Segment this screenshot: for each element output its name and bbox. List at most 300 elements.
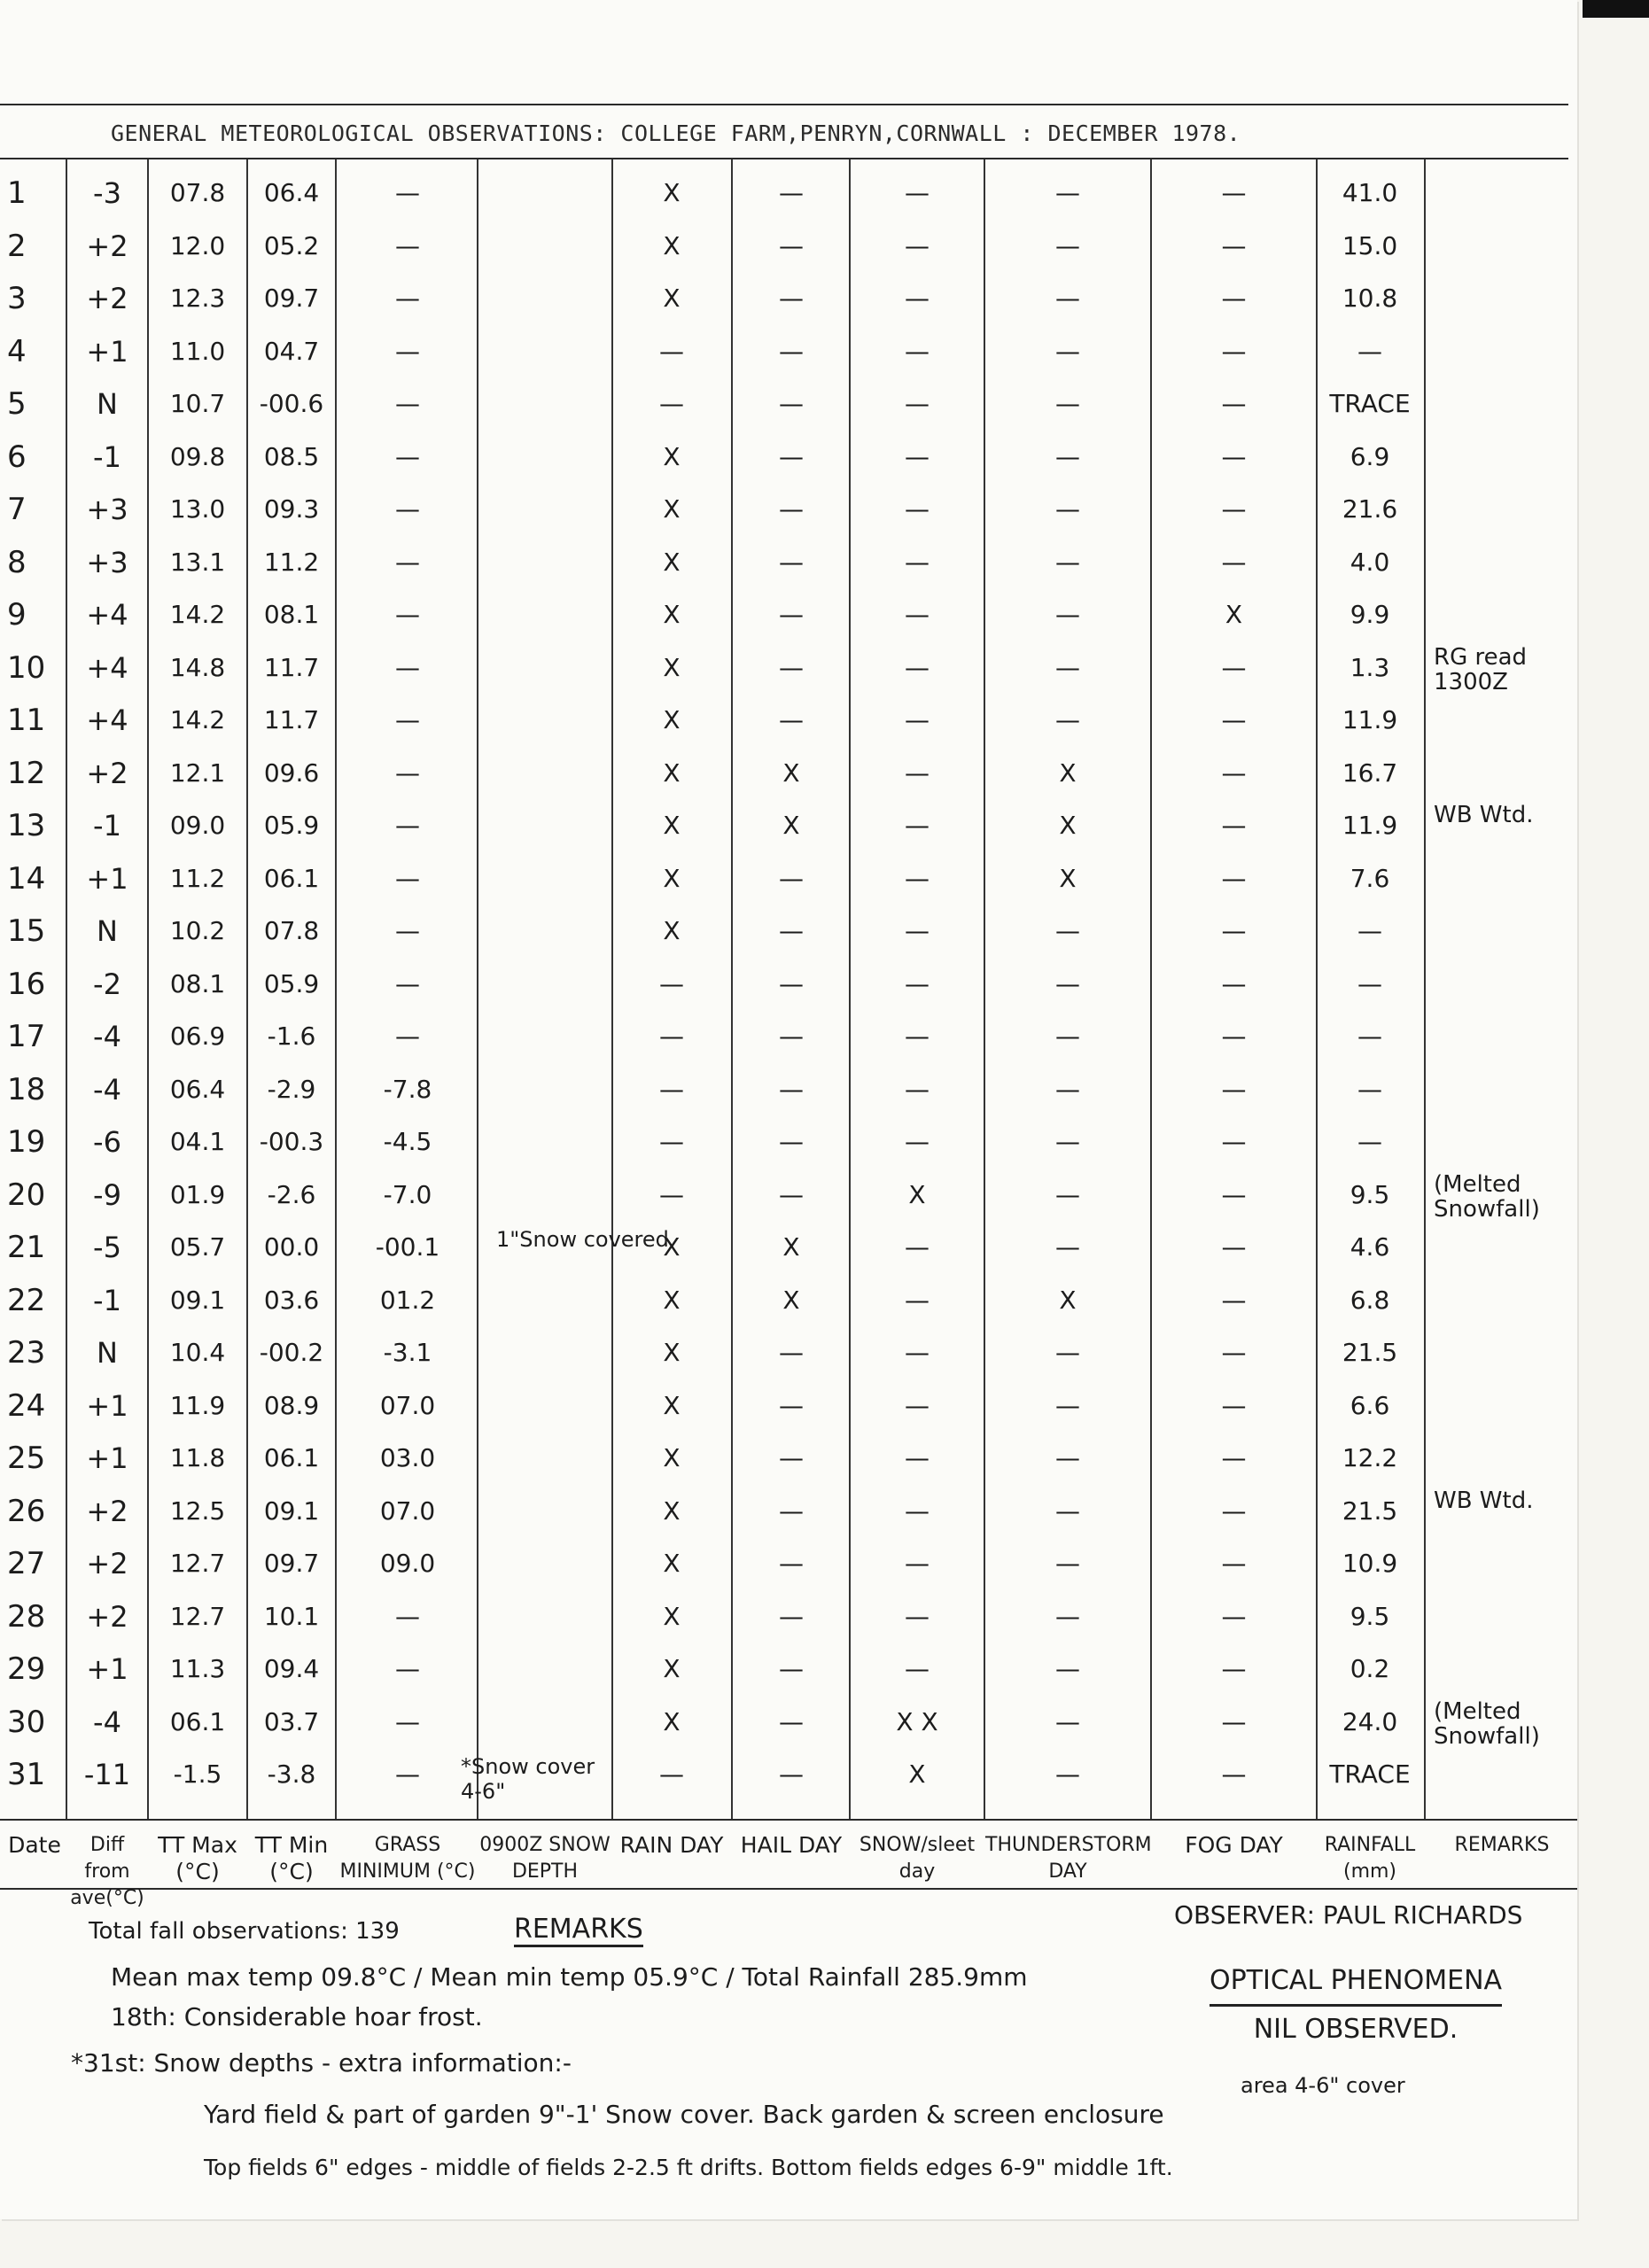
row-hail-day: — <box>779 494 804 524</box>
row-remarks <box>1427 1751 1584 1801</box>
row-rain-day: X <box>663 705 681 734</box>
row-max-temp: -1.5 <box>173 1759 222 1789</box>
row-thunderstorm-day: — <box>1055 178 1080 207</box>
row-sleet-day: — <box>905 600 930 629</box>
row-date: 3 <box>7 281 27 316</box>
row-fog-day: — <box>1221 1443 1247 1472</box>
row-rain-day: X <box>663 1443 681 1472</box>
row-fog-day: — <box>1221 1390 1247 1420</box>
row-grass-minimum: — <box>395 441 420 471</box>
header-fog: FOG DAY <box>1185 1832 1283 1858</box>
snow-depth-note-21: 1"Snow covered <box>496 1227 669 1252</box>
row-max-temp: 14.2 <box>169 705 226 734</box>
row-rainfall: — <box>1357 968 1382 998</box>
row-rain-day: — <box>659 1074 684 1104</box>
row-min-temp: 05.9 <box>263 968 320 998</box>
table-row <box>0 1644 1577 1694</box>
row-rainfall: — <box>1357 1074 1382 1104</box>
row-rain-day: X <box>663 1232 681 1262</box>
row-fog-day: — <box>1221 1127 1247 1156</box>
row-remarks <box>1427 381 1584 431</box>
row-diff-from-average: -1 <box>93 809 121 843</box>
row-hail-day: — <box>779 336 804 366</box>
row-max-temp: 14.8 <box>169 652 226 682</box>
table-row <box>0 749 1577 798</box>
row-thunderstorm-day: — <box>1055 1654 1080 1683</box>
table-row <box>0 1750 1577 1799</box>
row-min-temp: 03.7 <box>263 1706 320 1736</box>
row-min-temp: 08.9 <box>263 1390 320 1420</box>
row-grass-minimum: — <box>395 968 420 998</box>
row-thunderstorm-day: — <box>1055 1759 1080 1789</box>
row-max-temp: 12.5 <box>169 1495 226 1526</box>
row-diff-from-average: +4 <box>86 598 128 632</box>
row-date: 19 <box>7 1124 46 1160</box>
row-hail-day: X <box>782 811 800 840</box>
row-min-temp: 06.4 <box>263 178 320 207</box>
row-max-temp: 09.8 <box>169 441 226 471</box>
row-grass-minimum: — <box>395 178 420 207</box>
row-min-temp: 09.7 <box>263 1549 320 1578</box>
row-hail-day: — <box>779 916 804 945</box>
optical-phenomena <box>1170 1958 1542 2053</box>
row-rainfall: TRACE <box>1329 1759 1411 1789</box>
row-min-temp: -00.2 <box>259 1338 324 1367</box>
row-thunderstorm-day: — <box>1055 1601 1080 1631</box>
row-thunderstorm-day: — <box>1055 1338 1080 1367</box>
row-rainfall: 6.8 <box>1350 1285 1390 1315</box>
row-rain-day: — <box>659 389 684 418</box>
row-min-temp: 11.7 <box>263 652 320 682</box>
row-remarks <box>1427 434 1584 484</box>
row-thunderstorm-day: X <box>1059 863 1077 893</box>
row-rainfall: 9.5 <box>1350 1601 1390 1631</box>
table-row <box>0 485 1577 534</box>
row-remarks <box>1427 856 1584 905</box>
table-row <box>0 1276 1577 1325</box>
row-diff-from-average: +2 <box>86 1494 128 1528</box>
row-fog-day: — <box>1221 811 1247 840</box>
row-thunderstorm-day: — <box>1055 1232 1080 1262</box>
row-rain-day: X <box>663 1601 681 1631</box>
total-observations: Total fall observations: 139 <box>89 1918 400 1945</box>
row-diff-from-average: +1 <box>86 861 128 896</box>
row-sleet-day: X X <box>896 1706 938 1736</box>
row-max-temp: 12.7 <box>169 1549 226 1578</box>
table-row <box>0 1065 1577 1115</box>
table-row <box>0 432 1577 482</box>
row-grass-minimum: — <box>395 1654 420 1683</box>
header-remarks: REMARKS <box>1454 1834 1550 1856</box>
row-remarks <box>1427 276 1584 325</box>
row-sleet-day: — <box>905 863 930 893</box>
row-diff-from-average: +1 <box>86 334 128 369</box>
row-max-temp: 04.1 <box>169 1127 226 1156</box>
row-rainfall: — <box>1357 336 1382 366</box>
row-hail-day: — <box>779 1338 804 1367</box>
row-sleet-day: — <box>905 284 930 313</box>
row-rain-day: X <box>663 1706 681 1736</box>
table-row <box>0 1487 1577 1536</box>
row-date: 10 <box>7 649 46 686</box>
row-rainfall: 21.5 <box>1342 1495 1398 1526</box>
row-hail-day: — <box>779 1654 804 1683</box>
row-rain-day: — <box>659 968 684 998</box>
row-diff-from-average: -4 <box>93 1705 121 1739</box>
row-rainfall: 10.8 <box>1342 284 1398 313</box>
row-thunderstorm-day: — <box>1055 1549 1080 1578</box>
row-date: 1 <box>7 175 27 211</box>
table-row <box>0 1012 1577 1061</box>
row-thunderstorm-day: X <box>1059 811 1077 840</box>
row-sleet-day: — <box>905 230 930 260</box>
row-thunderstorm-day: — <box>1055 1706 1080 1736</box>
row-min-temp: 09.4 <box>263 1654 320 1683</box>
table-row <box>0 906 1577 956</box>
row-hail-day: — <box>779 1495 804 1526</box>
row-rain-day: X <box>663 1654 681 1683</box>
row-min-temp: 09.3 <box>263 494 320 524</box>
header-max: TT Max (°C) <box>158 1832 237 1884</box>
row-sleet-day: — <box>905 178 930 207</box>
row-sleet-day: — <box>905 1390 930 1420</box>
row-rain-day: — <box>659 1021 684 1051</box>
row-rain-day: X <box>663 1285 681 1315</box>
row-diff-from-average: +1 <box>86 1652 128 1686</box>
row-rainfall: 15.0 <box>1342 230 1398 260</box>
row-grass-minimum: — <box>395 1706 420 1736</box>
row-rainfall: 24.0 <box>1342 1706 1398 1736</box>
row-sleet-day: — <box>905 1338 930 1367</box>
row-date: 5 <box>7 386 27 422</box>
row-fog-day: — <box>1221 1495 1247 1526</box>
row-grass-minimum: -00.1 <box>375 1232 440 1262</box>
row-diff-from-average: -9 <box>93 1177 121 1212</box>
row-min-temp: 04.7 <box>263 336 320 366</box>
row-fog-day: — <box>1221 705 1247 734</box>
row-hail-day: — <box>779 1179 804 1209</box>
row-max-temp: 14.2 <box>169 600 226 629</box>
row-thunderstorm-day: — <box>1055 389 1080 418</box>
row-hail-day: — <box>779 1074 804 1104</box>
row-rain-day: X <box>663 811 681 840</box>
row-rain-day: X <box>663 1390 681 1420</box>
row-min-temp: 11.7 <box>263 705 320 734</box>
row-rain-day: X <box>663 178 681 207</box>
row-fog-day: — <box>1221 494 1247 524</box>
row-date: 16 <box>7 966 46 1002</box>
row-remarks <box>1427 1278 1584 1327</box>
row-date: 31 <box>7 1757 46 1792</box>
optical-value: NIL OBSERVED. <box>1253 2014 1458 2045</box>
row-grass-minimum: 03.0 <box>379 1443 436 1472</box>
row-hail-day: — <box>779 230 804 260</box>
row-fog-day: — <box>1221 336 1247 366</box>
title-bottom-rule <box>0 158 1568 159</box>
optical-heading: OPTICAL PHENOMENA <box>1210 1958 1502 2007</box>
row-rain-day: X <box>663 1495 681 1526</box>
row-rain-day: X <box>663 757 681 788</box>
row-thunderstorm-day: — <box>1055 600 1080 629</box>
row-rain-day: X <box>663 600 681 629</box>
header-date: Date <box>8 1832 61 1858</box>
row-fog-day: — <box>1221 863 1247 893</box>
header-sleet: SNOW/sleet day <box>859 1834 976 1883</box>
row-fog-day: X <box>1225 600 1243 629</box>
row-remarks <box>1427 1383 1584 1433</box>
row-fog-day: — <box>1221 1074 1247 1104</box>
row-date: 2 <box>7 228 27 264</box>
row-rainfall: 21.5 <box>1342 1338 1398 1367</box>
row-hail-day: — <box>779 1759 804 1789</box>
row-min-temp: -2.9 <box>267 1074 316 1104</box>
note-31st-fields: Top fields 6" edges - middle of fields 2-2.5 ft drifts. Bottom fields edges 6-9" middle 1ft. <box>204 2155 1173 2180</box>
row-hail-day: — <box>779 600 804 629</box>
table-row <box>0 1697 1577 1750</box>
table-row <box>0 1592 1577 1642</box>
row-grass-minimum: — <box>395 1021 420 1051</box>
header-hail: HAIL DAY <box>740 1832 843 1858</box>
row-fog-day: — <box>1221 1549 1247 1578</box>
header-snow-depth: 0900Z SNOW DEPTH <box>479 1834 611 1883</box>
row-min-temp: 09.6 <box>263 757 320 788</box>
row-sleet-day: — <box>905 757 930 788</box>
row-grass-minimum: — <box>395 916 420 945</box>
row-max-temp: 06.1 <box>169 1706 226 1736</box>
row-fog-day: — <box>1221 1601 1247 1631</box>
row-grass-minimum: — <box>395 494 420 524</box>
table-row <box>0 1433 1577 1483</box>
row-max-temp: 10.4 <box>169 1338 226 1367</box>
row-date: 15 <box>7 913 46 949</box>
sheet-title: GENERAL METEOROLOGICAL OBSERVATIONS: COLLEGE FARM,PENRYN,CORNWALL : DECEMBER 1978. <box>111 120 1241 146</box>
observer-name: OBSERVER: PAUL RICHARDS <box>1174 1900 1523 1930</box>
row-rainfall: 10.9 <box>1342 1549 1398 1578</box>
row-fog-day: — <box>1221 1232 1247 1262</box>
row-max-temp: 01.9 <box>169 1179 226 1209</box>
row-hail-day: — <box>779 1706 804 1736</box>
table-row <box>0 854 1577 904</box>
row-fog-day: — <box>1221 1654 1247 1683</box>
row-grass-minimum: 07.0 <box>379 1495 436 1526</box>
row-thunderstorm-day: — <box>1055 968 1080 998</box>
row-max-temp: 12.1 <box>169 757 226 788</box>
row-fog-day: — <box>1221 1759 1247 1789</box>
row-min-temp: 00.0 <box>263 1232 320 1262</box>
row-remarks <box>1427 540 1584 589</box>
header-bottom-rule <box>0 1888 1577 1890</box>
row-thunderstorm-day: — <box>1055 284 1080 313</box>
row-rainfall: 0.2 <box>1350 1654 1390 1683</box>
row-sleet-day: — <box>905 1074 930 1104</box>
row-diff-from-average: +2 <box>86 756 128 790</box>
row-fog-day: — <box>1221 757 1247 788</box>
row-grass-minimum: — <box>395 705 420 734</box>
row-thunderstorm-day: — <box>1055 547 1080 577</box>
table-row <box>0 538 1577 587</box>
table-bottom-rule <box>0 1819 1577 1821</box>
header-grass: GRASS MINIMUM (°C) <box>339 1834 476 1883</box>
row-thunderstorm-day: X <box>1059 1285 1077 1315</box>
row-min-temp: -2.6 <box>267 1179 316 1209</box>
row-rainfall: 9.5 <box>1350 1179 1390 1209</box>
header-rain: RAIN DAY <box>619 1832 724 1858</box>
mean-temperatures: Mean max temp 09.8°C / Mean min temp 05.9°C / Total Rainfall 285.9mm <box>111 1962 1028 1992</box>
row-grass-minimum: — <box>395 1601 420 1631</box>
row-sleet-day: — <box>905 1443 930 1472</box>
row-fog-day: — <box>1221 1021 1247 1051</box>
row-min-temp: 08.1 <box>263 600 320 629</box>
row-min-temp: 05.9 <box>263 811 320 840</box>
row-remarks <box>1427 223 1584 273</box>
row-remarks <box>1427 908 1584 958</box>
row-diff-from-average: +2 <box>86 1599 128 1634</box>
row-remarks <box>1427 592 1584 641</box>
row-fog-day: — <box>1221 547 1247 577</box>
row-rainfall: 11.9 <box>1342 705 1398 734</box>
table-row <box>0 801 1577 850</box>
row-remarks: (Melted Snowfall) <box>1434 1170 1540 1223</box>
row-sleet-day: — <box>905 652 930 682</box>
row-fog-day: — <box>1221 389 1247 418</box>
row-grass-minimum: — <box>395 757 420 788</box>
row-rainfall: 9.9 <box>1350 600 1390 629</box>
row-rain-day: X <box>663 547 681 577</box>
row-sleet-day: — <box>905 1495 930 1526</box>
row-date: 20 <box>7 1177 46 1213</box>
row-remarks: RG read 1300Z <box>1434 643 1528 695</box>
table-row <box>0 379 1577 429</box>
row-rainfall: 11.9 <box>1342 811 1398 840</box>
row-date: 28 <box>7 1598 46 1635</box>
header-min: TT Min (°C) <box>254 1832 329 1884</box>
row-remarks <box>1427 1014 1584 1063</box>
row-fog-day: — <box>1221 916 1247 945</box>
row-diff-from-average: +4 <box>86 650 128 685</box>
row-grass-minimum: -7.8 <box>383 1074 432 1104</box>
row-thunderstorm-day: — <box>1055 1390 1080 1420</box>
row-sleet-day: — <box>905 1601 930 1631</box>
row-date: 29 <box>7 1651 46 1687</box>
row-hail-day: — <box>779 178 804 207</box>
row-hail-day: X <box>782 1285 800 1315</box>
row-fog-day: — <box>1221 1179 1247 1209</box>
row-diff-from-average: +2 <box>86 229 128 263</box>
row-date: 27 <box>7 1546 46 1581</box>
note-18th: 18th: Considerable hoar frost. <box>111 2002 483 2031</box>
row-grass-minimum: -3.1 <box>383 1338 432 1367</box>
table-row <box>0 1223 1577 1272</box>
row-thunderstorm-day: — <box>1055 230 1080 260</box>
row-hail-day: — <box>779 705 804 734</box>
row-rainfall: — <box>1357 916 1382 945</box>
row-sleet-day: — <box>905 547 930 577</box>
row-sleet-day: — <box>905 389 930 418</box>
row-hail-day: — <box>779 1021 804 1051</box>
row-max-temp: 10.7 <box>169 389 226 418</box>
row-rainfall: 4.0 <box>1350 547 1390 577</box>
row-remarks <box>1427 1541 1584 1590</box>
row-fog-day: — <box>1221 284 1247 313</box>
row-remarks <box>1427 1330 1584 1379</box>
row-max-temp: 07.8 <box>169 178 226 207</box>
row-fog-day: — <box>1221 230 1247 260</box>
row-date: 30 <box>7 1704 46 1740</box>
row-max-temp: 12.0 <box>169 230 226 260</box>
row-remarks <box>1427 750 1584 800</box>
row-grass-minimum: 09.0 <box>379 1549 436 1578</box>
table-top-rule <box>0 104 1568 105</box>
table-row <box>0 1117 1577 1167</box>
row-rainfall: 4.6 <box>1350 1232 1390 1262</box>
row-rainfall: 6.9 <box>1350 441 1390 471</box>
scan-edge <box>1583 0 1649 18</box>
row-min-temp: -1.6 <box>267 1021 316 1051</box>
row-diff-from-average: N <box>97 1336 118 1370</box>
row-remarks <box>1427 1646 1584 1696</box>
row-rain-day: — <box>659 1759 684 1789</box>
row-sleet-day: — <box>905 1549 930 1578</box>
row-thunderstorm-day: — <box>1055 705 1080 734</box>
row-fog-day: — <box>1221 1285 1247 1315</box>
row-hail-day: — <box>779 441 804 471</box>
row-diff-from-average: -2 <box>93 967 121 1001</box>
row-max-temp: 12.7 <box>169 1601 226 1631</box>
row-sleet-day: — <box>905 916 930 945</box>
row-min-temp: 08.5 <box>263 441 320 471</box>
table-row <box>0 695 1577 745</box>
row-diff-from-average: -4 <box>93 1072 121 1107</box>
row-date: 13 <box>7 808 46 843</box>
row-rainfall: — <box>1357 1127 1382 1156</box>
row-diff-from-average: +2 <box>86 282 128 315</box>
row-thunderstorm-day: — <box>1055 916 1080 945</box>
row-remarks: (Melted Snowfall) <box>1434 1697 1540 1750</box>
table-row <box>0 168 1577 218</box>
row-min-temp: 09.1 <box>263 1495 320 1526</box>
row-sleet-day: X <box>908 1759 926 1789</box>
row-grass-minimum: — <box>395 652 420 682</box>
table-row <box>0 1539 1577 1588</box>
row-rainfall: — <box>1357 1021 1382 1051</box>
table-row <box>0 643 1577 693</box>
row-grass-minimum: — <box>395 389 420 418</box>
row-min-temp: -00.3 <box>259 1127 324 1156</box>
row-hail-day: — <box>779 547 804 577</box>
row-sleet-day: — <box>905 811 930 840</box>
row-rainfall: 6.6 <box>1350 1390 1390 1420</box>
row-rain-day: — <box>659 1127 684 1156</box>
row-grass-minimum: 07.0 <box>379 1390 436 1420</box>
row-sleet-day: — <box>905 1127 930 1156</box>
header-thunder: THUNDERSTORM DAY <box>985 1834 1152 1883</box>
row-max-temp: 06.4 <box>169 1074 226 1104</box>
row-diff-from-average: -1 <box>93 1283 121 1317</box>
row-remarks <box>1427 329 1584 378</box>
row-grass-minimum: — <box>395 284 420 313</box>
row-date: 14 <box>7 860 46 897</box>
row-grass-minimum: — <box>395 1759 420 1789</box>
row-rain-day: X <box>663 284 681 313</box>
row-remarks: WB Wtd. <box>1434 1487 1534 1514</box>
table-row <box>0 590 1577 640</box>
row-hail-day: — <box>779 389 804 418</box>
row-thunderstorm-day: — <box>1055 336 1080 366</box>
row-thunderstorm-day: — <box>1055 1443 1080 1472</box>
row-date: 7 <box>7 492 27 527</box>
table-row <box>0 959 1577 1009</box>
row-rainfall: TRACE <box>1329 389 1411 418</box>
